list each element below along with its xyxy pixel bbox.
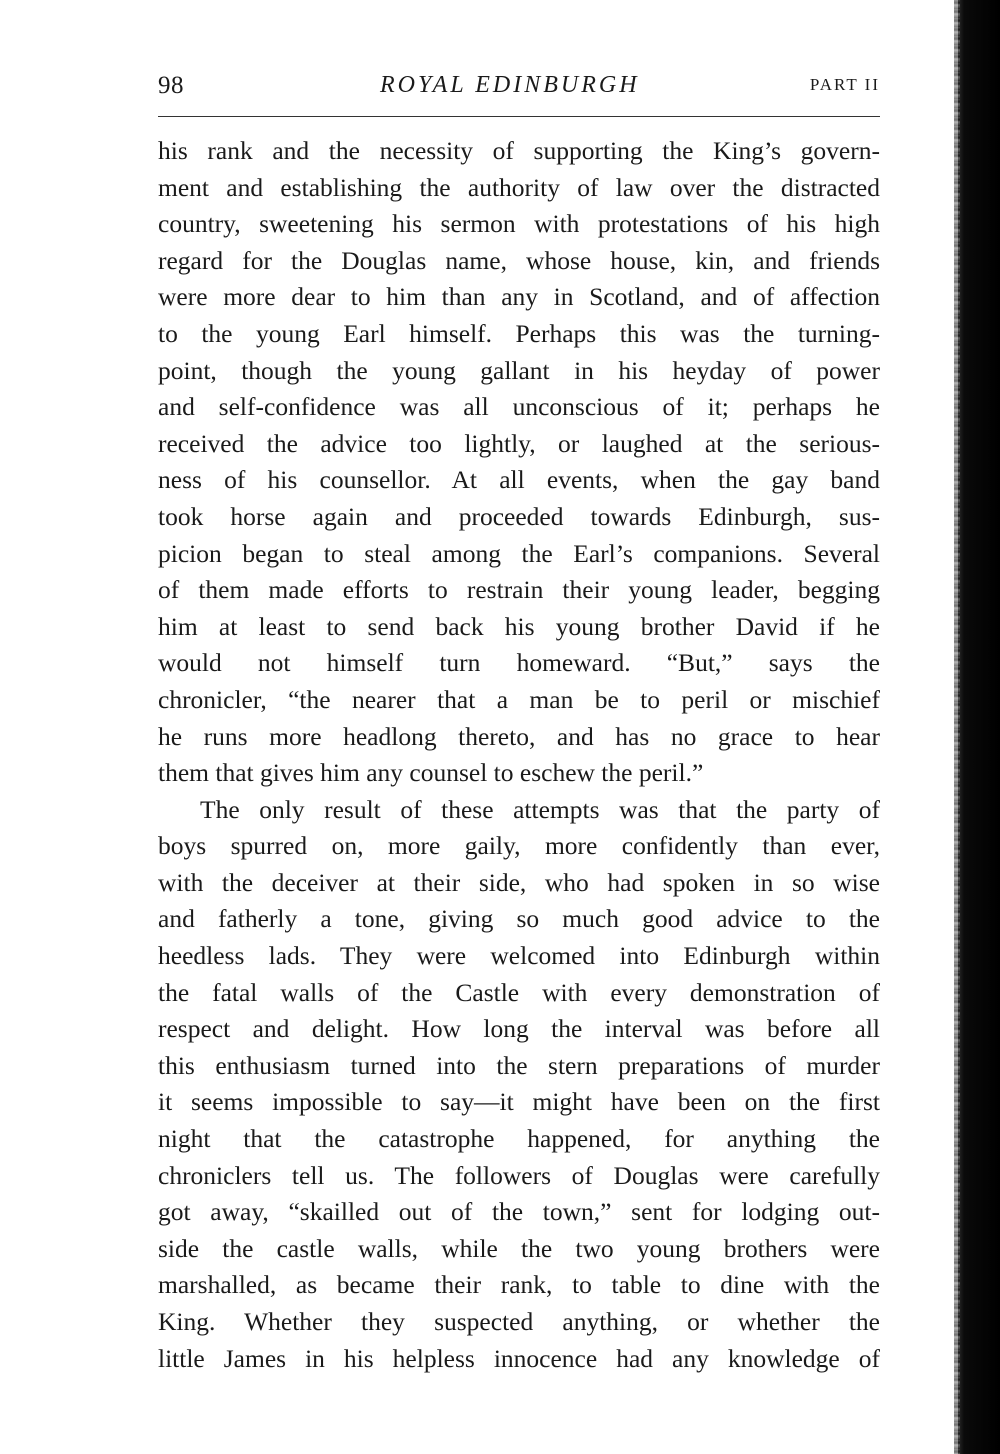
text-line: of them made efforts to restrain their young leader, begging	[158, 575, 880, 605]
text-line: ness of his counsellor. At all events, when the gay band	[158, 465, 880, 495]
text-line: this enthusiasm turned into the stern preparations of murder	[158, 1050, 880, 1080]
text-line: with the deceiver at their side, who had spoken in so wise	[158, 867, 880, 897]
text-line: regard for the Douglas name, whose house, kin, and friends	[158, 245, 880, 275]
paragraph	[158, 133, 880, 792]
text-line: he runs more headlong thereto, and has no grace to hear	[158, 721, 880, 751]
text-line: chronicler, “the nearer that a man be to peril or mischief	[158, 684, 880, 714]
text-line: it seems impossible to say—it might have been on the first	[158, 1087, 880, 1117]
text-line: picion began to steal among the Earl’s companions. Several	[158, 538, 880, 568]
paragraph	[158, 792, 880, 1378]
text-line: him at least to send back his young brother David if he	[158, 611, 880, 641]
text-line: King. Whether they suspected anything, or whether the	[158, 1307, 880, 1336]
text-line: boys spurred on, more gaily, more confidently than ever,	[158, 831, 880, 861]
book-title: ROYAL EDINBURGH	[380, 72, 640, 98]
text-line: received the advice too lightly, or laughed at the serious-	[158, 428, 880, 458]
text-line: little James in his helpless innocence had any knowledge of	[158, 1343, 880, 1373]
text-line: would not himself turn homeward. “But,” says the	[158, 648, 880, 678]
text-line: to the young Earl himself. Perhaps this was the turning-	[158, 318, 880, 348]
running-head	[158, 72, 880, 106]
text-line: and fatherly a tone, giving so much good advice to the	[158, 904, 880, 934]
page-number: 98	[158, 72, 184, 99]
header-rule	[158, 116, 880, 117]
scanned-binding-edge	[958, 0, 1000, 1454]
text-line: were more dear to him than any in Scotland, and of affection	[158, 282, 880, 312]
text-line: side the castle walls, while the two young brothers were	[158, 1233, 880, 1263]
text-line: his rank and the necessity of supporting the King’s govern-	[158, 136, 880, 165]
part-label: PART II	[809, 75, 880, 94]
text-line: The only result of these attempts was that the party of	[200, 794, 880, 824]
text-line: chroniclers tell us. The followers of Douglas were carefully	[158, 1160, 880, 1190]
text-line: heedless lads. They were welcomed into Edinburgh within	[158, 941, 880, 971]
text-line: got away, “skailled out of the town,” sent for lodging out-	[158, 1197, 880, 1227]
text-line: night that the catastrophe happened, for anything the	[158, 1124, 880, 1154]
body-text	[158, 133, 880, 1377]
text-line: respect and delight. How long the interval was before all	[158, 1014, 880, 1044]
text-line: them that gives him any counsel to eschew the peril.”	[158, 758, 704, 788]
text-line: the fatal walls of the Castle with every demonstration of	[158, 977, 880, 1007]
text-line: took horse again and proceeded towards Edinburgh, sus-	[158, 501, 880, 531]
text-line: marshalled, as became their rank, to table to dine with the	[158, 1270, 880, 1300]
text-line: point, though the young gallant in his heyday of power	[158, 355, 880, 385]
text-line: country, sweetening his sermon with protestations of his high	[158, 209, 880, 239]
text-line: and self-confidence was all unconscious of it; perhaps he	[158, 392, 880, 422]
text-line: ment and establishing the authority of law over the distracted	[158, 172, 880, 202]
